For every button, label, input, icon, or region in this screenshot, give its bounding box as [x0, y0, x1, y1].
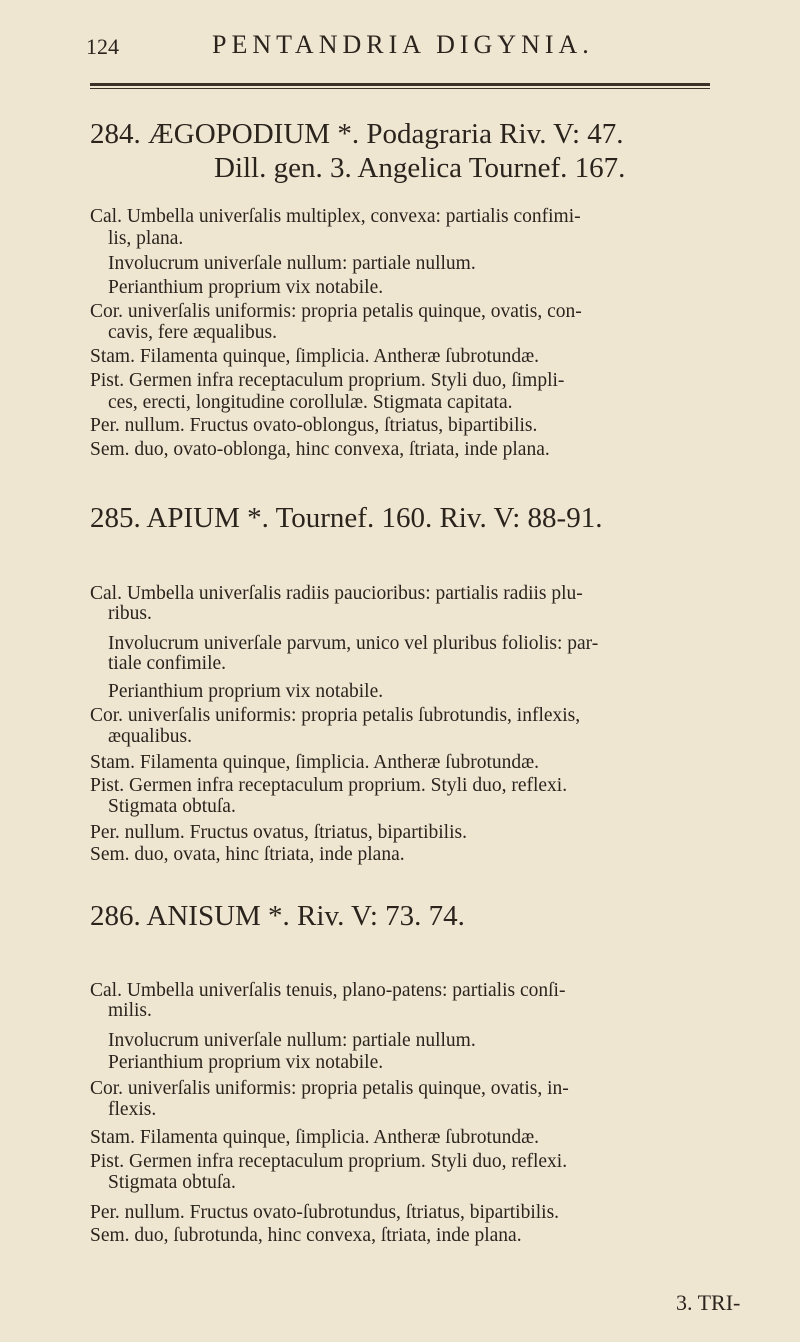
- text-line: Perianthium proprium vix notabile.: [108, 1052, 384, 1073]
- text-line: Sem. duo, ovata, hinc ſtriata, inde plana.: [90, 844, 405, 865]
- text-line: Perianthium proprium vix notabile.: [108, 277, 384, 298]
- text-line: Cal. Umbella univerſalis tenuis, plano-patens: partialis conſi-: [90, 980, 566, 1001]
- text-line: Stam. Filamenta quinque, ſimplicia. Antheræ ſubrotundæ.: [90, 752, 539, 773]
- page-number: 124: [86, 34, 119, 59]
- text-line: Pist. Germen infra receptaculum proprium. Styli duo, reflexi.: [90, 775, 568, 796]
- text-line: ces, erecti, longitudine corollulæ. Stigmata capitata.: [108, 392, 513, 413]
- text-line: Cor. univerſalis uniformis: propria petalis quinque, ovatis, in-: [90, 1078, 569, 1099]
- text-line: Sem. duo, ſubrotunda, hinc convexa, ſtriata, inde plana.: [90, 1225, 522, 1246]
- text-line: lis, plana.: [108, 228, 184, 249]
- text-line: Stam. Filamenta quinque, ſimplicia. Antheræ ſubrotundæ.: [90, 1127, 539, 1148]
- genus-title: 285. APIUM *. Tournef. 160. Riv. V: 88-91.: [90, 502, 603, 534]
- text-line: Involucrum univerſale parvum, unico vel pluribus foliolis: par-: [108, 633, 599, 654]
- text-line: Stigmata obtuſa.: [108, 796, 236, 817]
- page-header: [0, 28, 800, 68]
- catchword: 3. TRI-: [676, 1290, 741, 1315]
- text-line: æqualibus.: [108, 726, 192, 747]
- text-line: cavis, fere æqualibus.: [108, 322, 277, 343]
- text-line: Sem. duo, ovato-oblonga, hinc convexa, ſtriata, inde plana.: [90, 439, 550, 460]
- text-line: Involucrum univerſale nullum: partiale nullum.: [108, 1030, 476, 1051]
- text-line: Per. nullum. Fructus ovatus, ſtriatus, bipartibilis.: [90, 822, 467, 843]
- header-rule: [90, 83, 710, 86]
- text-line: tiale confimile.: [108, 653, 227, 674]
- genus-title: 286. ANISUM *. Riv. V: 73. 74.: [90, 900, 465, 932]
- running-head: PENTANDRIA DIGYNIA.: [212, 30, 594, 59]
- text-line: flexis.: [108, 1099, 157, 1120]
- text-line: Stam. Filamenta quinque, ſimplicia. Antheræ ſubrotundæ.: [90, 346, 539, 367]
- text-line: ribus.: [108, 603, 152, 624]
- text-line: milis.: [108, 1000, 152, 1021]
- genus-title: 284. ÆGOPODIUM *. Podagraria Riv. V: 47.: [90, 118, 624, 150]
- text-line: Cor. univerſalis uniformis: propria petalis ſubrotundis, inflexis,: [90, 705, 581, 726]
- text-line: Pist. Germen infra receptaculum proprium. Styli duo, reflexi.: [90, 1151, 568, 1172]
- text-line: Cal. Umbella univerſalis radiis paucioribus: partialis radiis plu-: [90, 583, 583, 604]
- text-line: Per. nullum. Fructus ovato-oblongus, ſtriatus, bipartibilis.: [90, 415, 538, 436]
- text-line: Stigmata obtuſa.: [108, 1172, 236, 1193]
- text-line: Pist. Germen infra receptaculum proprium. Styli duo, ſimpli-: [90, 370, 565, 391]
- text-line: Cal. Umbella univerſalis multiplex, convexa: partialis confimi-: [90, 206, 581, 227]
- header-rule-thin: [90, 88, 710, 89]
- text-line: Involucrum univerſale nullum: partiale nullum.: [108, 253, 476, 274]
- text-line: Perianthium proprium vix notabile.: [108, 681, 384, 702]
- genus-synonyms: Dill. gen. 3. Angelica Tournef. 167.: [214, 152, 626, 184]
- text-line: Cor. univerſalis uniformis: propria petalis quinque, ovatis, con-: [90, 301, 582, 322]
- text-line: Per. nullum. Fructus ovato-ſubrotundus, ſtriatus, bipartibilis.: [90, 1202, 560, 1223]
